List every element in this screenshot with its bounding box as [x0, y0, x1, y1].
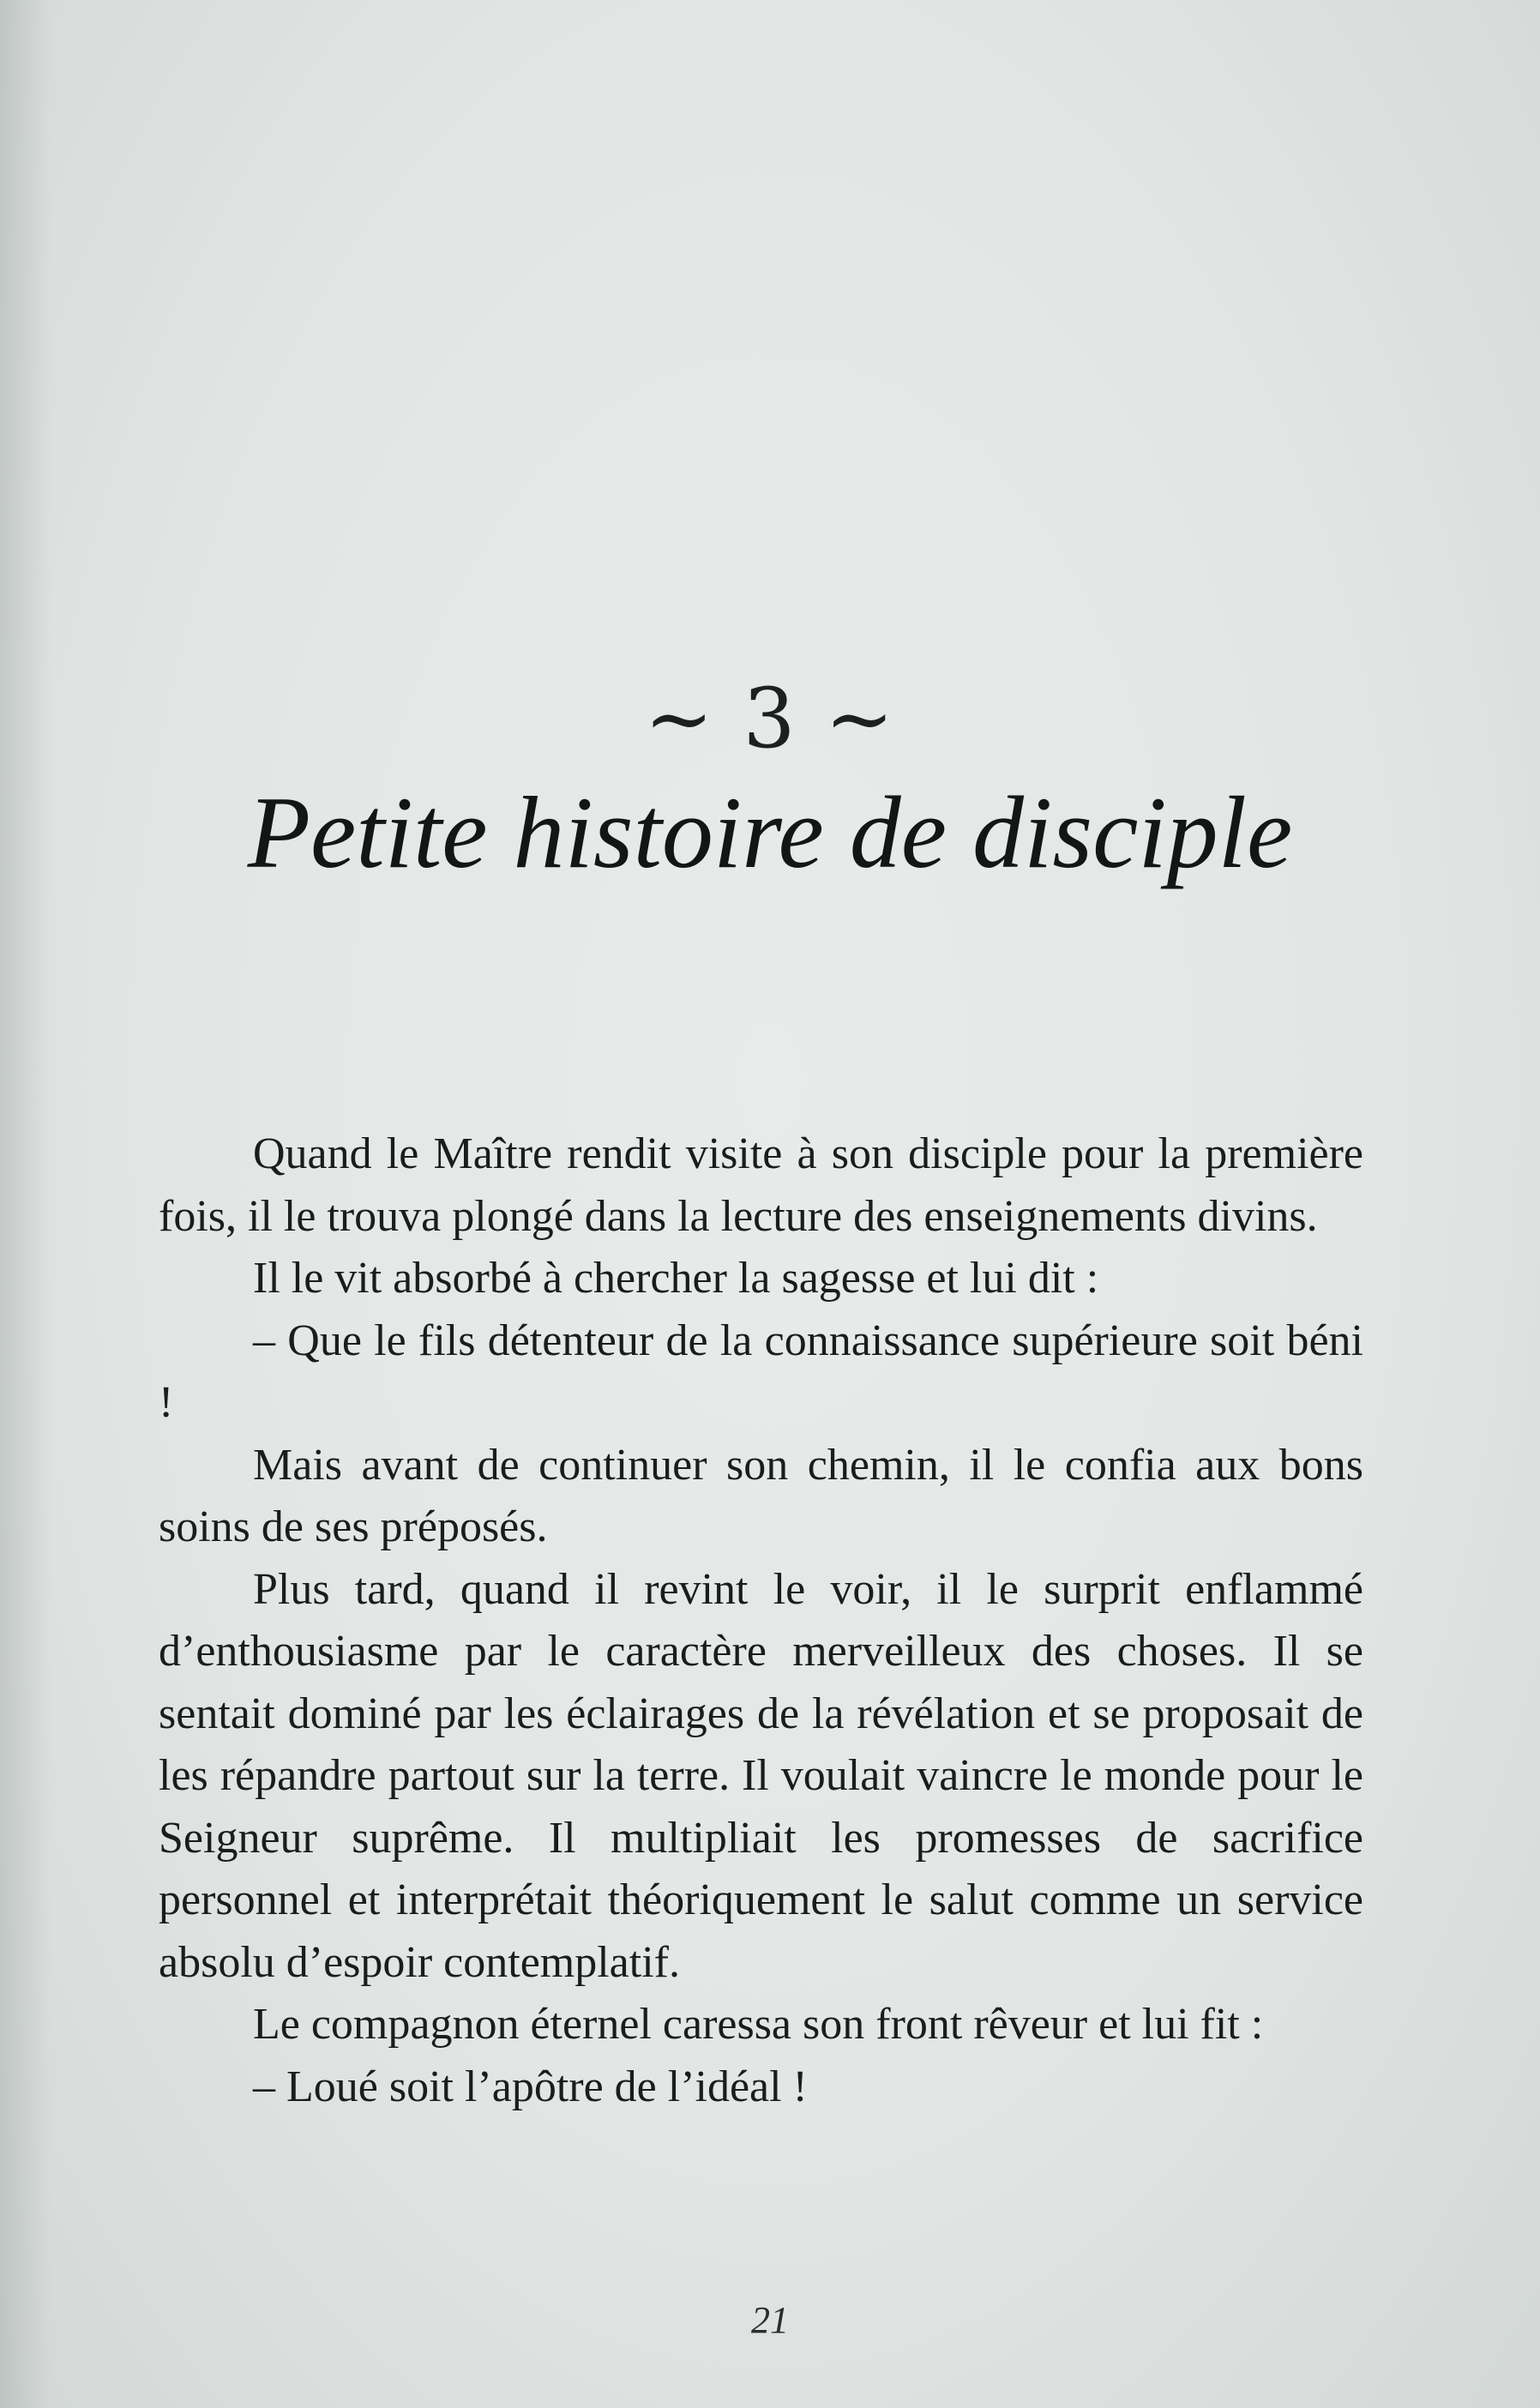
- page-gutter-shadow: [0, 0, 51, 2408]
- chapter-number: ~ 3 ~: [644, 671, 896, 767]
- paragraph: Il le vit absorbé à chercher la sagesse et lui dit :: [253, 1254, 1099, 1303]
- paragraph: – Loué soit l’apôtre de l’idéal !: [253, 2062, 808, 2111]
- paragraph: – Que le fils détenteur de la connaissance supérieure soit béni !: [159, 1315, 1363, 1427]
- chapter-body: [159, 1123, 1363, 2118]
- paragraph: Plus tard, quand il revint le voir, il le surprit enflammé d’enthousiasme par le caractère merveilleux des choses. Il se sentait dominé par les éclairages de la révélation et se proposait de les répandre partout sur la terre. Il voulait vaincre le monde pour le Seigneur suprême. Il multipliait les promesses de sacrifice personnel et interprétait théoriquement le salut comme un service absolu d’espoir contemplatif.: [159, 1564, 1363, 1987]
- paragraph: Quand le Maître rendit visite à son disciple pour la première fois, il le trouva plongé dans la lecture des enseignements divins.: [159, 1129, 1363, 1241]
- chapter-title: Petite histoire de disciple: [247, 775, 1293, 889]
- paragraph: Le compagnon éternel caressa son front rêveur et lui fit :: [253, 2000, 1264, 2049]
- page-number: 21: [751, 2299, 789, 2341]
- paragraph: Mais avant de continuer son chemin, il le confia aux bons soins de ses préposés.: [159, 1440, 1363, 1551]
